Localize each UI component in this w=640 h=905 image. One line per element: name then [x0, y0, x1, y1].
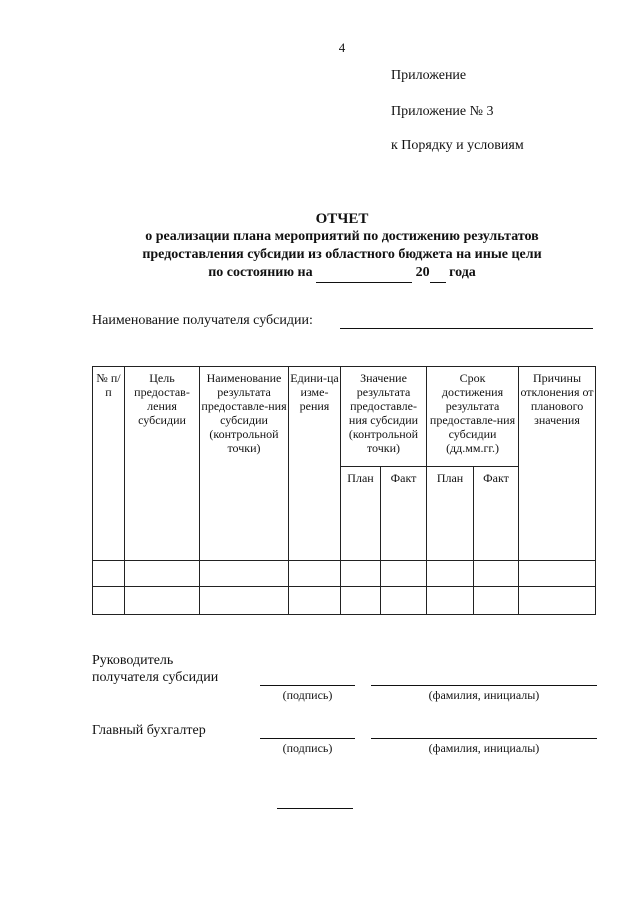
- header-deadline: Срок достижения результата предоставле-ния субсидии (дд.мм.гг.): [427, 367, 519, 467]
- header-value-plan: План: [341, 467, 381, 561]
- head-label: [92, 652, 218, 686]
- head-label-line-1: Руководитель: [92, 653, 174, 668]
- table-cell[interactable]: [93, 561, 125, 587]
- head-signature-caption: (подпись): [282, 688, 333, 702]
- table-cell[interactable]: [474, 587, 519, 615]
- head-signature-line: [260, 685, 355, 686]
- table-cell[interactable]: [474, 561, 519, 587]
- page-number: 4: [338, 40, 346, 55]
- header-value-fact: Факт: [381, 467, 427, 561]
- report-title: [0, 210, 640, 283]
- table-cell[interactable]: [519, 561, 596, 587]
- date-blank: [316, 264, 412, 283]
- header-reasons: Причины отклонения от планового значения: [519, 367, 596, 561]
- title-year-prefix: 20: [415, 265, 430, 280]
- table-cell[interactable]: [341, 561, 381, 587]
- header-value: Значение результата предоставле-ния субсидии (контрольной точки): [341, 367, 427, 467]
- title-heading: ОТЧЕТ: [315, 211, 369, 227]
- head-label-line-2: получателя субсидии: [92, 670, 219, 685]
- table-row: [93, 587, 596, 615]
- table-cell[interactable]: [200, 561, 289, 587]
- table-cell[interactable]: [519, 587, 596, 615]
- table-cell[interactable]: [427, 587, 474, 615]
- title-line-2: предоставления субсидии из областного бюджета на иные цели: [142, 247, 542, 262]
- title-line-3: [0, 264, 640, 283]
- table-cell[interactable]: [289, 561, 341, 587]
- appendix-line-1: Приложение: [391, 68, 467, 83]
- table-cell[interactable]: [289, 587, 341, 615]
- closing-line: [277, 808, 353, 809]
- accountant-name-caption: (фамилия, инициалы): [428, 741, 540, 755]
- accountant-name-line: [371, 738, 597, 739]
- appendix-line-3: к Порядку и условиям: [391, 138, 524, 153]
- table-cell[interactable]: [341, 587, 381, 615]
- head-name-caption: (фамилия, инициалы): [428, 688, 540, 702]
- appendix-line-2: Приложение № 3: [391, 104, 494, 119]
- header-unit: Едини-ца изме-рения: [289, 367, 341, 561]
- title-line-1: о реализации плана мероприятий по достижению результатов: [145, 229, 539, 244]
- table-cell[interactable]: [381, 587, 427, 615]
- table-cell[interactable]: [93, 587, 125, 615]
- header-result-name: Наименование результата предоставле-ния субсидии (контрольной точки): [200, 367, 289, 561]
- table-row: [93, 561, 596, 587]
- recipient-label: Наименование получателя субсидии:: [92, 313, 313, 328]
- table-cell[interactable]: [200, 587, 289, 615]
- accountant-signature-caption: (подпись): [282, 741, 333, 755]
- accountant-signature-line: [260, 738, 355, 739]
- title-date-prefix: по состоянию на: [208, 265, 313, 280]
- title-year-suffix: года: [449, 265, 476, 280]
- table-cell[interactable]: [427, 561, 474, 587]
- header-deadline-fact: Факт: [474, 467, 519, 561]
- header-goal: Цель предостав-ления субсидии: [125, 367, 200, 561]
- header-deadline-plan: План: [427, 467, 474, 561]
- head-name-line: [371, 685, 597, 686]
- accountant-label: Главный бухгалтер: [92, 723, 206, 738]
- table-cell[interactable]: [125, 587, 200, 615]
- header-num: № п/п: [93, 367, 125, 561]
- table-cell[interactable]: [381, 561, 427, 587]
- year-blank: [430, 264, 446, 283]
- report-table: [92, 366, 596, 615]
- table-cell[interactable]: [125, 561, 200, 587]
- recipient-field-line: [340, 328, 593, 329]
